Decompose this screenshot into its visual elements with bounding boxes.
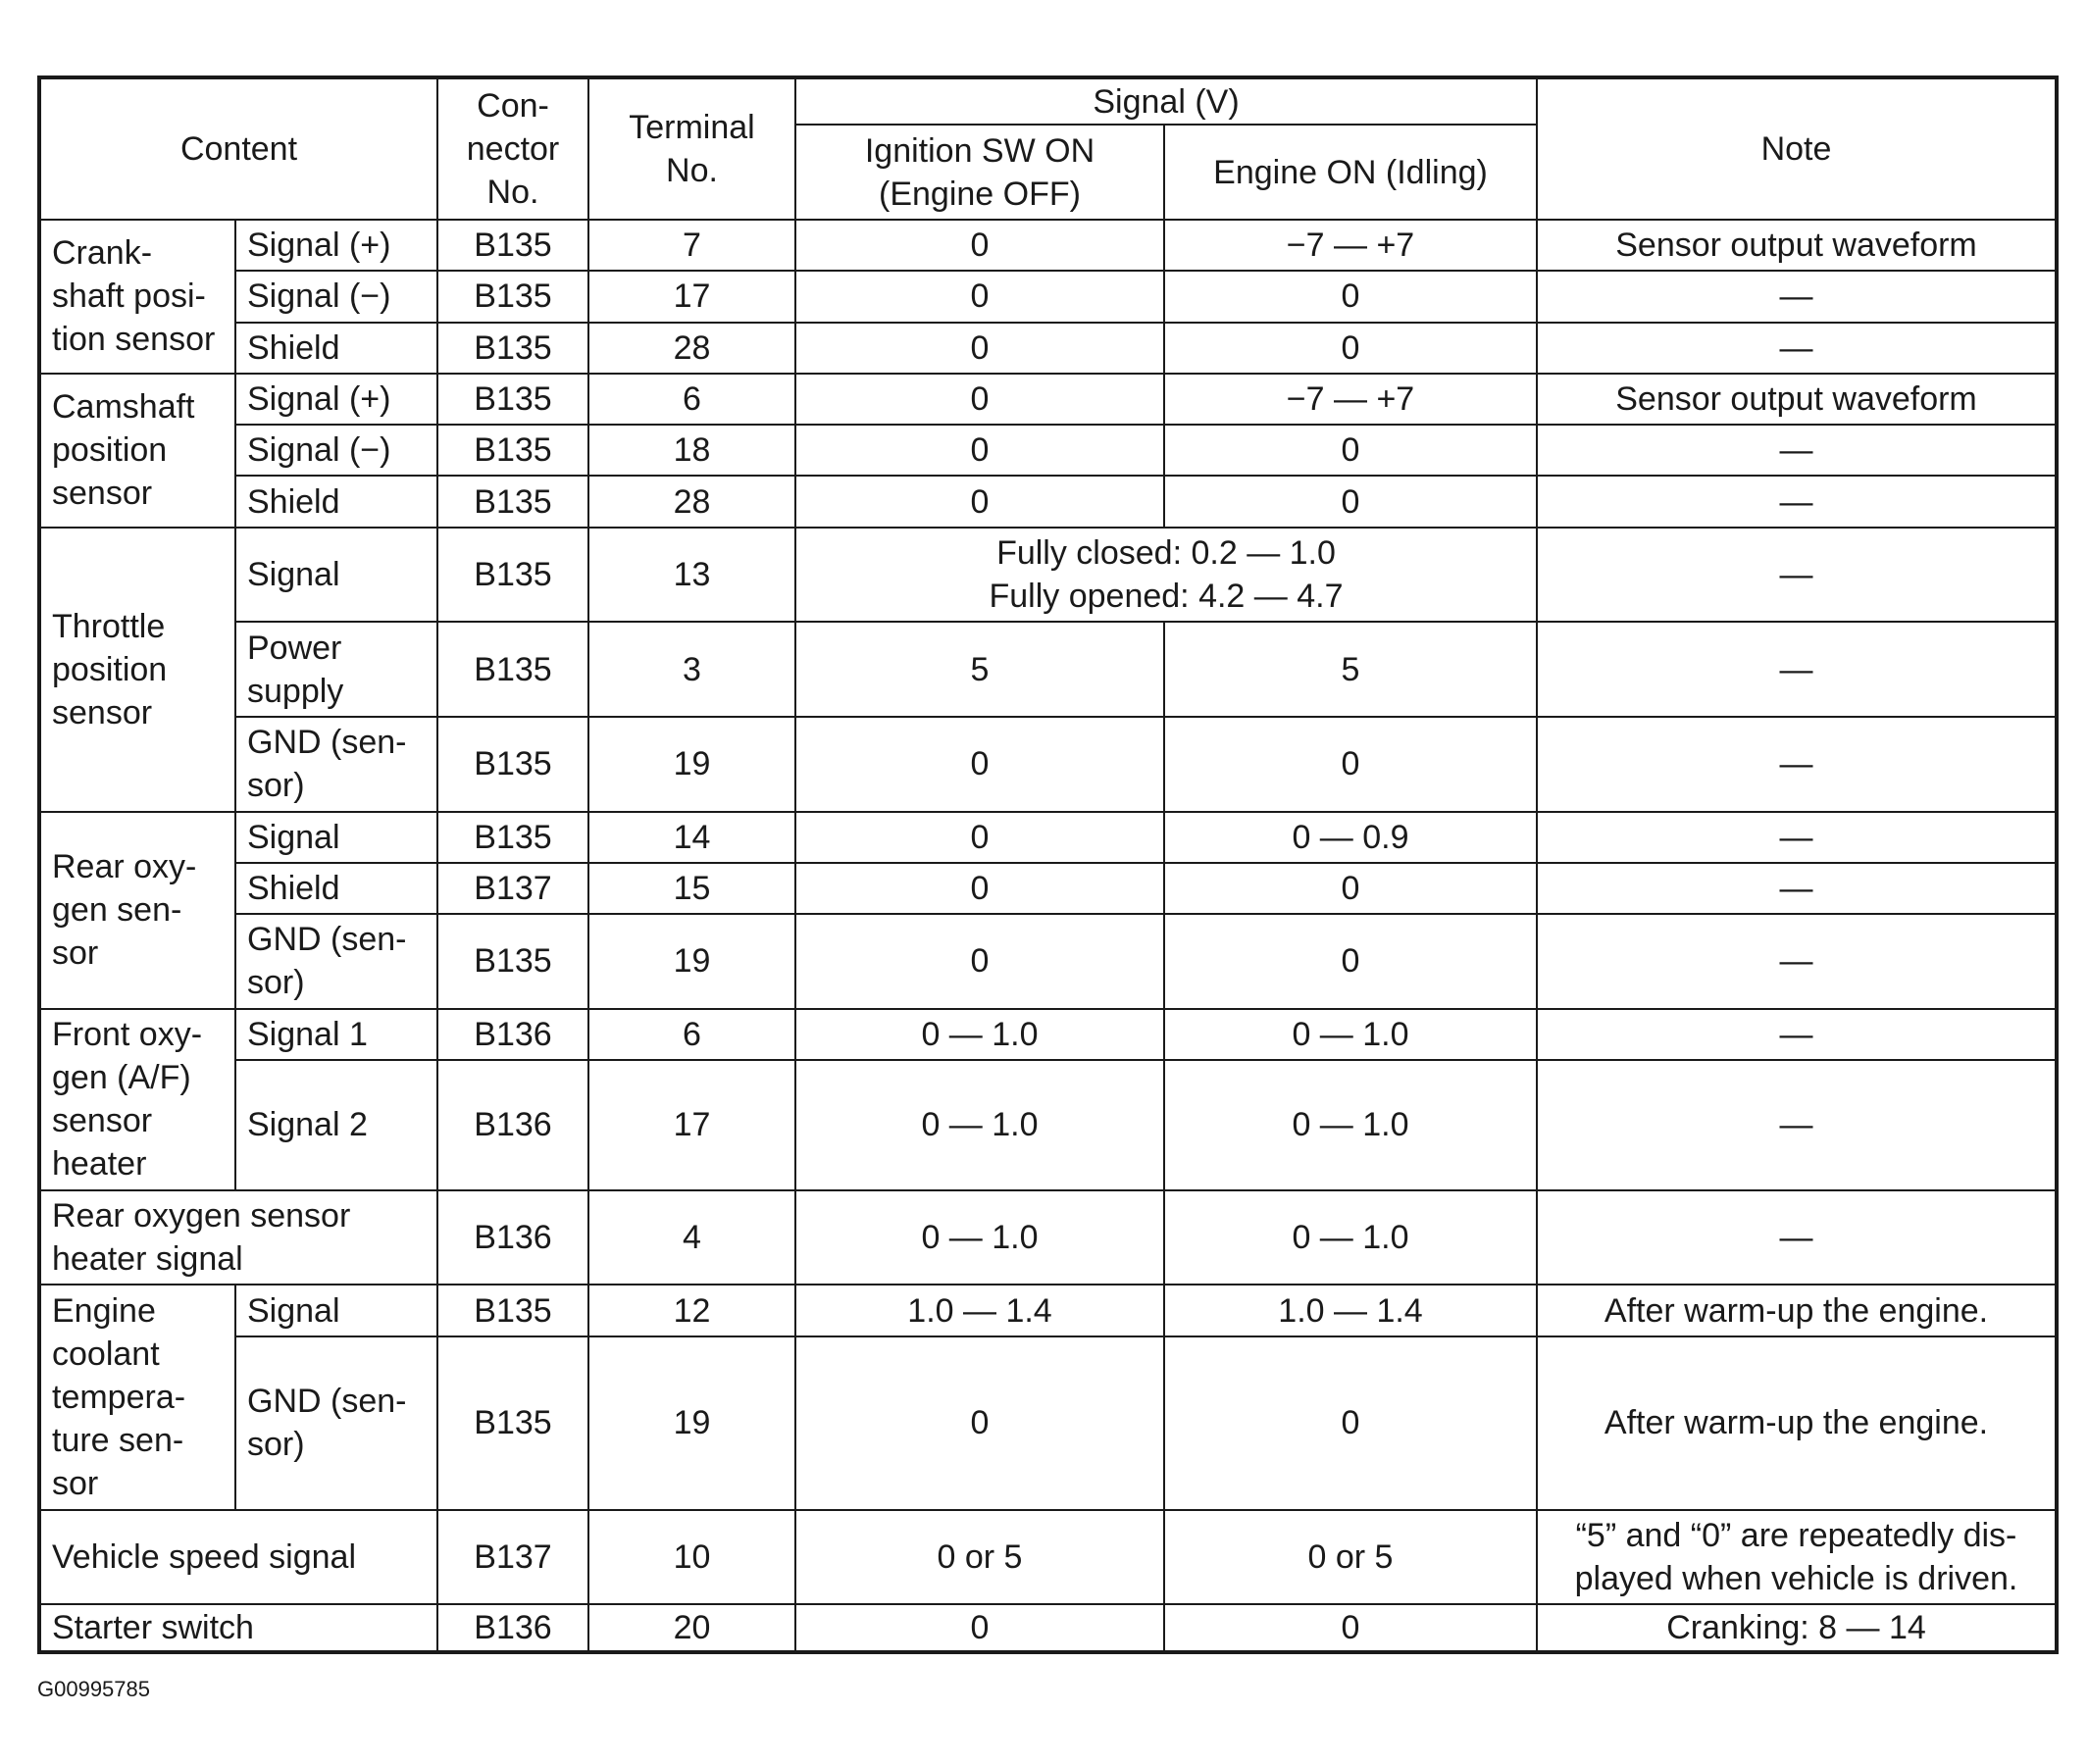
item-cell: Shield [235, 863, 437, 914]
header-content: Content [39, 77, 437, 220]
header-ignition: Ignition SW ON (Engine OFF) [795, 125, 1164, 220]
engine-cell: 0 [1164, 425, 1537, 476]
item-cell: Signal (+) [235, 374, 437, 425]
ignition-cell: 0 [795, 914, 1164, 1009]
terminal-cell: 19 [588, 1336, 795, 1510]
table-row [39, 476, 2057, 527]
item-cell: Signal [235, 1285, 437, 1336]
note-cell: — [1537, 528, 2057, 623]
ignition-cell: 0 [795, 425, 1164, 476]
item-cell: GND (sen- sor) [235, 717, 437, 812]
connector-cell: B136 [437, 1190, 588, 1285]
ignition-cell: 0 [795, 374, 1164, 425]
ignition-cell: 0 — 1.0 [795, 1009, 1164, 1060]
item-cell: Signal (−) [235, 425, 437, 476]
engine-cell: −7 — +7 [1164, 220, 1537, 271]
table-row [39, 425, 2057, 476]
note-cell: — [1537, 863, 2057, 914]
engine-cell: 0 — 0.9 [1164, 812, 1537, 863]
ignition-cell: 0 — 1.0 [795, 1190, 1164, 1285]
engine-cell: 0 or 5 [1164, 1510, 1537, 1605]
header-engine: Engine ON (Idling) [1164, 125, 1537, 220]
note-cell: — [1537, 425, 2057, 476]
group-starter: Starter switch [39, 1604, 437, 1652]
note-cell: — [1537, 914, 2057, 1009]
connector-cell: B137 [437, 863, 588, 914]
ignition-cell: 0 [795, 863, 1164, 914]
table-row [39, 1336, 2057, 1510]
connector-cell: B136 [437, 1060, 588, 1190]
group-camshaft: Camshaft position sensor [39, 374, 235, 528]
item-cell: Signal (−) [235, 271, 437, 322]
table-row [39, 374, 2057, 425]
ignition-cell: 0 [795, 1336, 1164, 1510]
ignition-cell: 0 [795, 323, 1164, 374]
item-cell: Power supply [235, 622, 437, 717]
connector-cell: B135 [437, 1285, 588, 1336]
engine-cell: 0 [1164, 1336, 1537, 1510]
group-coolant: Engine coolant tempera- ture sen- sor [39, 1285, 235, 1509]
engine-cell: 0 [1164, 476, 1537, 527]
terminal-cell: 18 [588, 425, 795, 476]
connector-cell: B135 [437, 812, 588, 863]
item-cell: GND (sen- sor) [235, 1336, 437, 1510]
terminal-cell: 4 [588, 1190, 795, 1285]
group-vehicle-speed: Vehicle speed signal [39, 1510, 437, 1605]
terminal-cell: 10 [588, 1510, 795, 1605]
terminal-cell: 28 [588, 476, 795, 527]
engine-cell: 0 [1164, 271, 1537, 322]
ignition-cell: 0 [795, 1604, 1164, 1652]
header-row [39, 77, 2057, 125]
figure-code: G00995785 [37, 1677, 150, 1701]
ignition-cell: 0 [795, 717, 1164, 812]
terminal-cell: 28 [588, 323, 795, 374]
ignition-cell: 0 [795, 271, 1164, 322]
note-cell: — [1537, 476, 2057, 527]
group-crankshaft: Crank- shaft posi- tion sensor [39, 220, 235, 374]
table-row [39, 1190, 2057, 1285]
connector-cell: B135 [437, 476, 588, 527]
table-row [39, 528, 2057, 623]
table-row [39, 220, 2057, 271]
engine-cell: 0 [1164, 323, 1537, 374]
ignition-cell: 0 [795, 812, 1164, 863]
connector-cell: B135 [437, 323, 588, 374]
table-row [39, 1510, 2057, 1605]
connector-cell: B135 [437, 271, 588, 322]
table-row [39, 717, 2057, 812]
item-cell: Signal [235, 528, 437, 623]
connector-cell: B135 [437, 717, 588, 812]
table-row [39, 323, 2057, 374]
engine-cell: 1.0 — 1.4 [1164, 1285, 1537, 1336]
table-row [39, 914, 2057, 1009]
ignition-cell: 0 [795, 476, 1164, 527]
engine-cell: 0 — 1.0 [1164, 1009, 1537, 1060]
table-row [39, 1060, 2057, 1190]
item-cell: Signal [235, 812, 437, 863]
terminal-cell: 7 [588, 220, 795, 271]
signal-table [37, 76, 2059, 1654]
note-cell: — [1537, 323, 2057, 374]
ignition-cell: 0 [795, 220, 1164, 271]
item-cell: Signal 2 [235, 1060, 437, 1190]
terminal-cell: 15 [588, 863, 795, 914]
terminal-cell: 6 [588, 374, 795, 425]
item-cell: GND (sen- sor) [235, 914, 437, 1009]
group-front-oxygen: Front oxy- gen (A/F) sensor heater [39, 1009, 235, 1190]
connector-cell: B135 [437, 425, 588, 476]
header-connector: Con- nector No. [437, 77, 588, 220]
header-note: Note [1537, 77, 2057, 220]
table-row [39, 1009, 2057, 1060]
connector-cell: B135 [437, 622, 588, 717]
engine-cell: 0 [1164, 717, 1537, 812]
connector-cell: B135 [437, 1336, 588, 1510]
connector-cell: B135 [437, 528, 588, 623]
note-cell: After warm-up the engine. [1537, 1285, 2057, 1336]
note-cell: After warm-up the engine. [1537, 1336, 2057, 1510]
terminal-cell: 20 [588, 1604, 795, 1652]
signal-merged-cell: Fully closed: 0.2 — 1.0 Fully opened: 4.2 — 4.7 [795, 528, 1537, 623]
note-cell: “5” and “0” are repeatedly dis- played when vehicle is driven. [1537, 1510, 2057, 1605]
note-cell: — [1537, 1009, 2057, 1060]
note-cell: — [1537, 1190, 2057, 1285]
terminal-cell: 17 [588, 271, 795, 322]
note-cell: — [1537, 622, 2057, 717]
connector-cell: B136 [437, 1604, 588, 1652]
note-cell: — [1537, 717, 2057, 812]
table-row [39, 622, 2057, 717]
terminal-cell: 17 [588, 1060, 795, 1190]
connector-cell: B136 [437, 1009, 588, 1060]
engine-cell: 0 — 1.0 [1164, 1060, 1537, 1190]
note-cell: Sensor output waveform [1537, 374, 2057, 425]
item-cell: Signal 1 [235, 1009, 437, 1060]
connector-cell: B135 [437, 220, 588, 271]
table-row [39, 1285, 2057, 1336]
terminal-cell: 19 [588, 914, 795, 1009]
engine-cell: 0 [1164, 1604, 1537, 1652]
item-cell: Shield [235, 323, 437, 374]
terminal-cell: 3 [588, 622, 795, 717]
header-signal: Signal (V) [795, 77, 1537, 125]
engine-cell: 0 — 1.0 [1164, 1190, 1537, 1285]
ignition-cell: 0 — 1.0 [795, 1060, 1164, 1190]
terminal-cell: 6 [588, 1009, 795, 1060]
item-cell: Shield [235, 476, 437, 527]
engine-cell: 0 [1164, 863, 1537, 914]
table-row [39, 812, 2057, 863]
connector-cell: B135 [437, 374, 588, 425]
table-row [39, 1604, 2057, 1652]
terminal-cell: 13 [588, 528, 795, 623]
ignition-cell: 1.0 — 1.4 [795, 1285, 1164, 1336]
table-row [39, 863, 2057, 914]
note-cell: — [1537, 271, 2057, 322]
group-rear-heater: Rear oxygen sensor heater signal [39, 1190, 437, 1285]
table-row [39, 271, 2057, 322]
ignition-cell: 0 or 5 [795, 1510, 1164, 1605]
connector-cell: B135 [437, 914, 588, 1009]
item-cell: Signal (+) [235, 220, 437, 271]
engine-cell: 0 [1164, 914, 1537, 1009]
note-cell: — [1537, 1060, 2057, 1190]
note-cell: Sensor output waveform [1537, 220, 2057, 271]
ignition-cell: 5 [795, 622, 1164, 717]
terminal-cell: 14 [588, 812, 795, 863]
group-throttle: Throttle position sensor [39, 528, 235, 812]
engine-cell: 5 [1164, 622, 1537, 717]
terminal-cell: 12 [588, 1285, 795, 1336]
terminal-cell: 19 [588, 717, 795, 812]
note-cell: — [1537, 812, 2057, 863]
engine-cell: −7 — +7 [1164, 374, 1537, 425]
header-terminal: Terminal No. [588, 77, 795, 220]
note-cell: Cranking: 8 — 14 [1537, 1604, 2057, 1652]
group-rear-oxygen: Rear oxy- gen sen- sor [39, 812, 235, 1009]
connector-cell: B137 [437, 1510, 588, 1605]
